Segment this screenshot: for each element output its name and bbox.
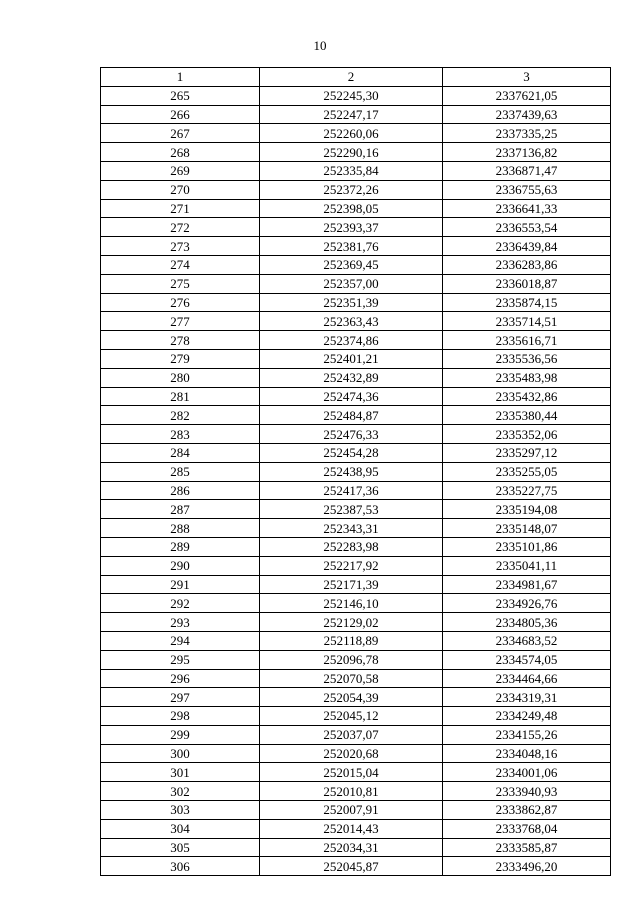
cell-x-coordinate: 252372,26 — [260, 180, 443, 199]
cell-y-coordinate: 2336641,33 — [443, 199, 611, 218]
cell-y-coordinate: 2335297,12 — [443, 443, 611, 462]
cell-y-coordinate: 2337439,63 — [443, 105, 611, 124]
table-row — [101, 556, 611, 575]
cell-x-coordinate: 252398,05 — [260, 199, 443, 218]
table-row — [101, 519, 611, 538]
cell-point-number: 295 — [101, 650, 260, 669]
cell-x-coordinate: 252129,02 — [260, 613, 443, 632]
cell-x-coordinate: 252369,45 — [260, 255, 443, 274]
table-row — [101, 669, 611, 688]
cell-y-coordinate: 2333496,20 — [443, 857, 611, 876]
cell-x-coordinate: 252417,36 — [260, 481, 443, 500]
cell-x-coordinate: 252290,16 — [260, 143, 443, 162]
cell-x-coordinate: 252070,58 — [260, 669, 443, 688]
column-header-x: 2 — [260, 68, 443, 87]
table-row — [101, 255, 611, 274]
cell-x-coordinate: 252015,04 — [260, 763, 443, 782]
cell-y-coordinate: 2334319,31 — [443, 688, 611, 707]
table-row — [101, 744, 611, 763]
cell-x-coordinate: 252020,68 — [260, 744, 443, 763]
cell-y-coordinate: 2335101,86 — [443, 537, 611, 556]
cell-point-number: 273 — [101, 237, 260, 256]
cell-x-coordinate: 252007,91 — [260, 801, 443, 820]
cell-x-coordinate: 252096,78 — [260, 650, 443, 669]
cell-y-coordinate: 2335148,07 — [443, 519, 611, 538]
cell-point-number: 269 — [101, 161, 260, 180]
table-row — [101, 161, 611, 180]
cell-y-coordinate: 2335432,86 — [443, 387, 611, 406]
cell-x-coordinate: 252034,31 — [260, 838, 443, 857]
cell-point-number: 270 — [101, 180, 260, 199]
cell-y-coordinate: 2335380,44 — [443, 406, 611, 425]
cell-x-coordinate: 252171,39 — [260, 575, 443, 594]
table-row — [101, 406, 611, 425]
cell-point-number: 302 — [101, 782, 260, 801]
cell-x-coordinate: 252217,92 — [260, 556, 443, 575]
cell-y-coordinate: 2335616,71 — [443, 331, 611, 350]
cell-point-number: 276 — [101, 293, 260, 312]
table-row — [101, 274, 611, 293]
cell-point-number: 298 — [101, 707, 260, 726]
cell-x-coordinate: 252045,87 — [260, 857, 443, 876]
table-row — [101, 143, 611, 162]
table-row — [101, 105, 611, 124]
table-row — [101, 688, 611, 707]
cell-y-coordinate: 2335483,98 — [443, 368, 611, 387]
cell-point-number: 301 — [101, 763, 260, 782]
cell-y-coordinate: 2334464,66 — [443, 669, 611, 688]
cell-point-number: 271 — [101, 199, 260, 218]
table-row — [101, 481, 611, 500]
table-row — [101, 613, 611, 632]
cell-y-coordinate: 2334001,06 — [443, 763, 611, 782]
cell-point-number: 289 — [101, 537, 260, 556]
cell-x-coordinate: 252283,98 — [260, 537, 443, 556]
table-row — [101, 838, 611, 857]
cell-point-number: 279 — [101, 349, 260, 368]
cell-y-coordinate: 2335536,56 — [443, 349, 611, 368]
table-row — [101, 801, 611, 820]
cell-y-coordinate: 2335227,75 — [443, 481, 611, 500]
cell-x-coordinate: 252432,89 — [260, 368, 443, 387]
cell-y-coordinate: 2333862,87 — [443, 801, 611, 820]
table-row — [101, 650, 611, 669]
cell-x-coordinate: 252401,21 — [260, 349, 443, 368]
cell-point-number: 281 — [101, 387, 260, 406]
table-row — [101, 86, 611, 105]
cell-point-number: 278 — [101, 331, 260, 350]
table-body — [101, 86, 611, 875]
cell-point-number: 303 — [101, 801, 260, 820]
cell-point-number: 282 — [101, 406, 260, 425]
cell-x-coordinate: 252474,36 — [260, 387, 443, 406]
cell-point-number: 286 — [101, 481, 260, 500]
cell-point-number: 268 — [101, 143, 260, 162]
table-row — [101, 443, 611, 462]
cell-y-coordinate: 2334249,48 — [443, 707, 611, 726]
table-row — [101, 575, 611, 594]
cell-y-coordinate: 2337335,25 — [443, 124, 611, 143]
cell-y-coordinate: 2335041,11 — [443, 556, 611, 575]
cell-point-number: 266 — [101, 105, 260, 124]
cell-y-coordinate: 2335194,08 — [443, 500, 611, 519]
cell-y-coordinate: 2336283,86 — [443, 255, 611, 274]
cell-x-coordinate: 252454,28 — [260, 443, 443, 462]
cell-y-coordinate: 2335352,06 — [443, 425, 611, 444]
table-row — [101, 425, 611, 444]
table-row — [101, 500, 611, 519]
cell-x-coordinate: 252387,53 — [260, 500, 443, 519]
cell-point-number: 272 — [101, 218, 260, 237]
cell-point-number: 285 — [101, 462, 260, 481]
cell-y-coordinate: 2336871,47 — [443, 161, 611, 180]
cell-y-coordinate: 2335255,05 — [443, 462, 611, 481]
page-number: 10 — [313, 38, 327, 53]
cell-x-coordinate: 252045,12 — [260, 707, 443, 726]
cell-y-coordinate: 2334574,05 — [443, 650, 611, 669]
cell-x-coordinate: 252381,76 — [260, 237, 443, 256]
cell-point-number: 300 — [101, 744, 260, 763]
cell-x-coordinate: 252260,06 — [260, 124, 443, 143]
cell-y-coordinate: 2334155,26 — [443, 725, 611, 744]
cell-point-number: 299 — [101, 725, 260, 744]
table-row — [101, 237, 611, 256]
table-row — [101, 462, 611, 481]
table-row — [101, 368, 611, 387]
coordinates-table — [100, 67, 611, 876]
cell-y-coordinate: 2337136,82 — [443, 143, 611, 162]
table-row — [101, 387, 611, 406]
cell-point-number: 292 — [101, 594, 260, 613]
column-header-point: 1 — [101, 68, 260, 87]
cell-point-number: 305 — [101, 838, 260, 857]
cell-point-number: 277 — [101, 312, 260, 331]
cell-x-coordinate: 252054,39 — [260, 688, 443, 707]
table-row — [101, 707, 611, 726]
cell-x-coordinate: 252393,37 — [260, 218, 443, 237]
column-header-y: 3 — [443, 68, 611, 87]
cell-point-number: 291 — [101, 575, 260, 594]
cell-point-number: 288 — [101, 519, 260, 538]
cell-x-coordinate: 252335,84 — [260, 161, 443, 180]
cell-x-coordinate: 252245,30 — [260, 86, 443, 105]
table-row — [101, 331, 611, 350]
cell-y-coordinate: 2336553,54 — [443, 218, 611, 237]
table-row — [101, 819, 611, 838]
cell-x-coordinate: 252010,81 — [260, 782, 443, 801]
table-row — [101, 293, 611, 312]
table-row — [101, 631, 611, 650]
cell-point-number: 275 — [101, 274, 260, 293]
cell-y-coordinate: 2337621,05 — [443, 86, 611, 105]
cell-y-coordinate: 2334048,16 — [443, 744, 611, 763]
cell-point-number: 267 — [101, 124, 260, 143]
table-row — [101, 763, 611, 782]
table-header — [101, 68, 611, 87]
cell-x-coordinate: 252343,31 — [260, 519, 443, 538]
cell-point-number: 280 — [101, 368, 260, 387]
cell-y-coordinate: 2336439,84 — [443, 237, 611, 256]
cell-x-coordinate: 252484,87 — [260, 406, 443, 425]
cell-y-coordinate: 2334926,76 — [443, 594, 611, 613]
header-row — [101, 68, 611, 87]
table-row — [101, 857, 611, 876]
cell-point-number: 274 — [101, 255, 260, 274]
cell-y-coordinate: 2335714,51 — [443, 312, 611, 331]
cell-point-number: 290 — [101, 556, 260, 575]
cell-point-number: 297 — [101, 688, 260, 707]
cell-x-coordinate: 252037,07 — [260, 725, 443, 744]
table-row — [101, 180, 611, 199]
table-row — [101, 782, 611, 801]
table-row — [101, 349, 611, 368]
cell-point-number: 293 — [101, 613, 260, 632]
cell-y-coordinate: 2334981,67 — [443, 575, 611, 594]
cell-x-coordinate: 252357,00 — [260, 274, 443, 293]
table-row — [101, 124, 611, 143]
cell-y-coordinate: 2333940,93 — [443, 782, 611, 801]
cell-point-number: 296 — [101, 669, 260, 688]
cell-point-number: 284 — [101, 443, 260, 462]
cell-x-coordinate: 252351,39 — [260, 293, 443, 312]
cell-y-coordinate: 2333585,87 — [443, 838, 611, 857]
cell-x-coordinate: 252476,33 — [260, 425, 443, 444]
cell-point-number: 294 — [101, 631, 260, 650]
table-row — [101, 725, 611, 744]
cell-y-coordinate: 2336755,63 — [443, 180, 611, 199]
cell-x-coordinate: 252014,43 — [260, 819, 443, 838]
cell-point-number: 287 — [101, 500, 260, 519]
table-row — [101, 199, 611, 218]
table-row — [101, 594, 611, 613]
cell-y-coordinate: 2335874,15 — [443, 293, 611, 312]
cell-point-number: 265 — [101, 86, 260, 105]
cell-x-coordinate: 252438,95 — [260, 462, 443, 481]
cell-x-coordinate: 252374,86 — [260, 331, 443, 350]
cell-x-coordinate: 252118,89 — [260, 631, 443, 650]
cell-point-number: 304 — [101, 819, 260, 838]
cell-y-coordinate: 2334805,36 — [443, 613, 611, 632]
cell-y-coordinate: 2334683,52 — [443, 631, 611, 650]
table-row — [101, 537, 611, 556]
cell-point-number: 283 — [101, 425, 260, 444]
cell-y-coordinate: 2333768,04 — [443, 819, 611, 838]
cell-x-coordinate: 252146,10 — [260, 594, 443, 613]
cell-y-coordinate: 2336018,87 — [443, 274, 611, 293]
cell-x-coordinate: 252247,17 — [260, 105, 443, 124]
table-row — [101, 218, 611, 237]
cell-x-coordinate: 252363,43 — [260, 312, 443, 331]
table-row — [101, 312, 611, 331]
cell-point-number: 306 — [101, 857, 260, 876]
